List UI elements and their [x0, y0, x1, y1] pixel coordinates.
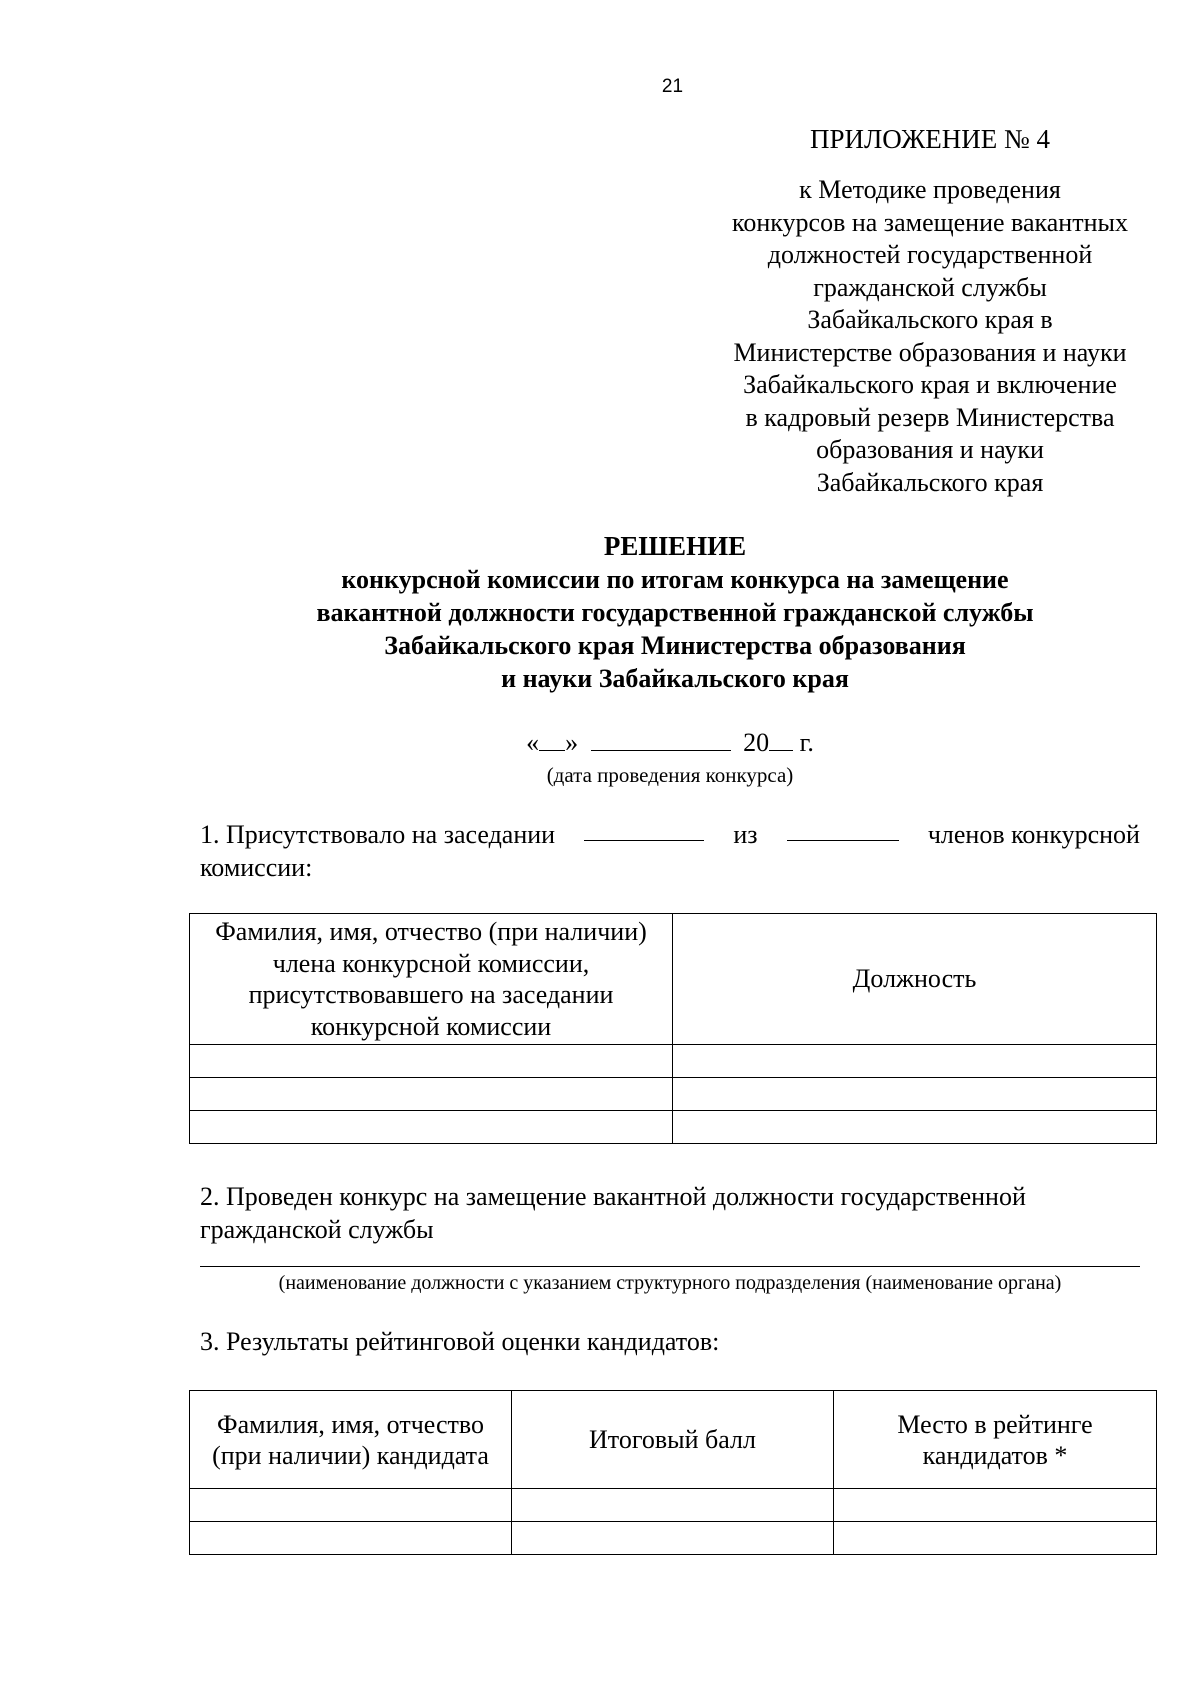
decision-title: РЕШЕНИЕ	[603, 531, 747, 561]
table-row	[190, 1045, 1157, 1078]
present-count-blank[interactable]	[584, 818, 704, 841]
table-cell[interactable]	[834, 1522, 1157, 1555]
date-year-suffix: г.	[799, 728, 814, 757]
members-table	[189, 913, 1157, 1144]
appendix-line: к Методике проведения	[799, 175, 1061, 204]
appendix-title: ПРИЛОЖЕНИЕ № 4	[809, 124, 1051, 154]
table-cell[interactable]	[673, 1078, 1157, 1111]
table-cell[interactable]	[190, 1111, 673, 1144]
position-name-line[interactable]	[200, 1266, 1140, 1267]
appendix-line: в кадровый резерв Министерства	[745, 402, 1115, 432]
table-row	[190, 1111, 1157, 1144]
table-cell[interactable]	[190, 1078, 673, 1111]
table-cell[interactable]	[834, 1489, 1157, 1522]
date-line	[450, 728, 890, 758]
year-blank[interactable]	[769, 728, 793, 751]
section-1	[200, 818, 1140, 884]
appendix-line: образования и науки	[816, 435, 1044, 464]
decision-subtitle-line: вакантной должности государственной гражданской службы	[316, 598, 1034, 627]
table-header-row	[190, 1391, 1157, 1489]
date-close-quote: »	[565, 728, 579, 757]
table-cell[interactable]	[673, 1111, 1157, 1144]
rating-table	[189, 1390, 1157, 1555]
table-cell[interactable]	[673, 1045, 1157, 1078]
decision-subtitle-line: и науки Забайкальского края	[501, 664, 849, 693]
position-header: Должность	[673, 914, 1157, 1045]
section-1-text-a: 1. Присутствовало на заседании	[200, 820, 556, 849]
table-cell[interactable]	[512, 1522, 834, 1555]
decision-subtitle-line: конкурсной комиссии по итогам конкурса на замещение	[341, 565, 1009, 594]
appendix-subtitle	[690, 174, 1170, 499]
section-3-text: 3. Результаты рейтинговой оценки кандидатов:	[200, 1327, 720, 1356]
member-name-header: Фамилия, имя, отчество (при наличии) члена конкурсной комиссии, присутствовавшего на заседании конкурсной комиссии	[190, 914, 673, 1045]
decision-subtitle-line: Забайкальского края Министерства образования	[384, 631, 966, 660]
section-1-text-b: из	[733, 820, 758, 849]
appendix-line: Забайкальского края	[816, 467, 1044, 497]
table-cell[interactable]	[190, 1522, 512, 1555]
table-cell[interactable]	[512, 1489, 834, 1522]
appendix-line: гражданской службы	[813, 272, 1047, 302]
appendix-line: должностей государственной	[767, 240, 1093, 269]
decision-heading	[180, 530, 1170, 695]
appendix-line: Забайкальского края и включение	[743, 370, 1117, 399]
table-row	[190, 1489, 1157, 1522]
table-row	[190, 1522, 1157, 1555]
table-row	[190, 1078, 1157, 1111]
appendix-line: конкурсов на замещение вакантных	[732, 207, 1128, 237]
final-score-header: Итоговый балл	[512, 1391, 834, 1489]
table-cell[interactable]	[190, 1489, 512, 1522]
appendix-line: Забайкальского края в	[807, 305, 1053, 334]
rating-place-header: Место в рейтинге кандидатов *	[834, 1391, 1157, 1489]
table-cell[interactable]	[190, 1045, 673, 1078]
table-header-row	[190, 914, 1157, 1045]
date-year-prefix: 20	[743, 728, 770, 757]
page-number: 21	[661, 76, 684, 97]
section-2-text: 2. Проведен конкурс на замещение вакантной должности государственной гражданской службы	[200, 1182, 1026, 1244]
date-open-quote: «	[526, 728, 540, 757]
position-name-caption: (наименование должности с указанием структурного подразделения (наименование органа)	[278, 1272, 1062, 1294]
section-1-text-c: членов конкурсной	[927, 820, 1140, 849]
section-1-text-d: комиссии:	[200, 853, 313, 882]
total-count-blank[interactable]	[787, 818, 899, 841]
candidate-name-header: Фамилия, имя, отчество (при наличии) кандидата	[190, 1391, 512, 1489]
day-blank[interactable]	[539, 728, 565, 751]
date-caption: (дата проведения конкурса)	[546, 763, 794, 787]
month-blank[interactable]	[591, 728, 731, 751]
appendix-line: Министерстве образования и науки	[733, 337, 1127, 367]
